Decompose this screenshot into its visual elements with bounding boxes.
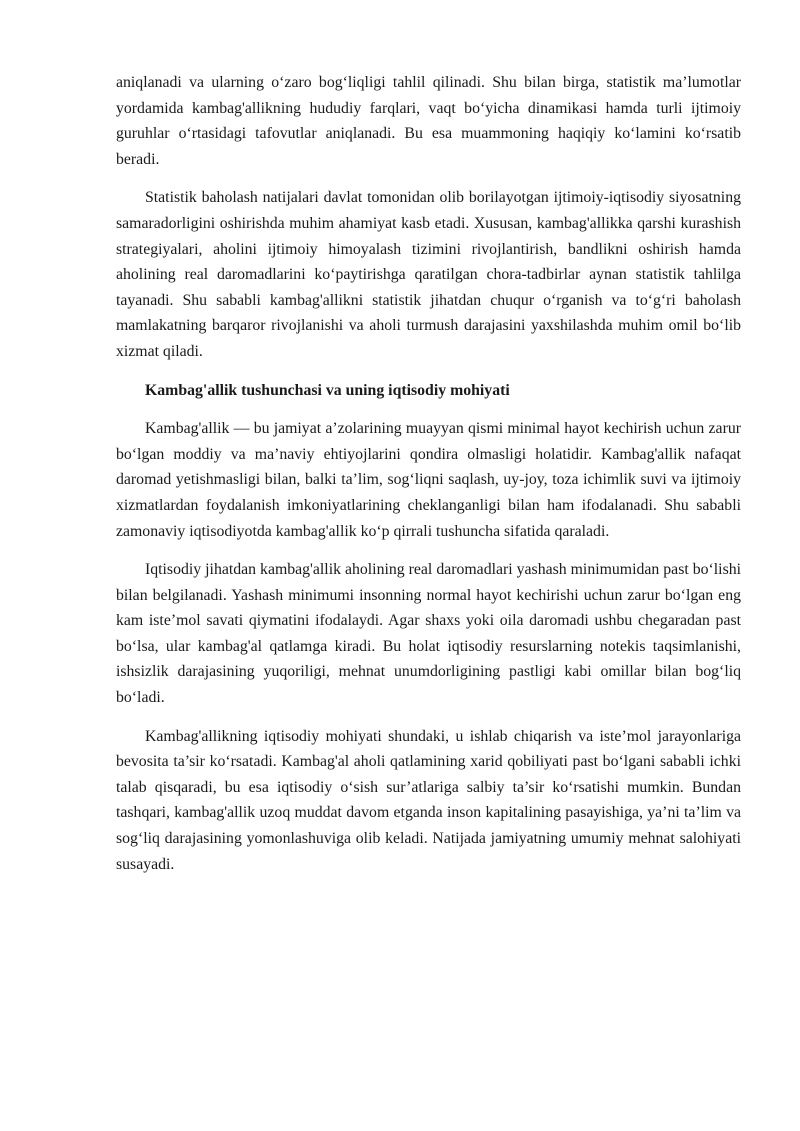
paragraph-statistical-assessment: Statistik baholash natijalari davlat tomonidan olib borilayotgan ijtimoiy-iqtisodiy siyosatning samaradorligini oshirishda muhim ahamiyat kasb etadi. Xususan, kambag'allikka qarshi kurashish strategiyalari, aholini ijtimoiy himoyalash tizimini rivojlantirish, bandlikni oshirish hamda aholining real daromadlarini ko‘paytirishga qaratilgan chora-tadbirlar aynan statistik tahlilga tayanadi. Shu sababli kambag'allikni statistik jihatdan chuqur o‘rganish va to‘g‘ri baholash mamlakatning barqaror rivojlanishi va aholi turmush darajasini yaxshilashda muhim omil bo‘lib xizmat qiladi. [116,189,741,360]
paragraph-economic-essence: Kambag'allikning iqtisodiy mohiyati shundaki, u ishlab chiqarish va iste’mol jarayonlariga bevosita ta’sir ko‘rsatadi. Kambag'al aholi qatlamining xarid qobiliyati past bo‘lgani sababli ichki talab qisqaradi, bu esa iqtisodiy o‘sish sur’atlariga salbiy ta’sir ko‘rsatishi mumkin. Bundan tashqari, kambag'allik uzoq muddat davom etganda inson kapitalining pasayishiga, ya’ni ta’lim va sog‘liq darajasining yomonlashuviga olib keladi. Natijada jamiyatning umumiy mehnat salohiyati susayadi. [116,727,741,873]
section-heading: Kambag'allik tushunchasi va uning iqtisodiy mohiyati [145,381,510,399]
paragraph-continuation: aniqlanadi va ularning o‘zaro bog‘liqligi tahlil qilinadi. Shu bilan birga, statistik ma’lumotlar yordamida kambag'allikning hududiy farqlari, vaqt bo‘yicha dinamikasi hamda turli ijtimoiy guruhlar o‘rtasidagi tafovutlar aniqlanadi. Bu esa muammoning haqiqiy ko‘lamini ko‘rsatib beradi. [116,74,741,168]
paragraph-poverty-definition: Kambag'allik — bu jamiyat a’zolarining muayyan qismi minimal hayot kechirish uchun zarur bo‘lgan moddiy va ma’naviy ehtiyojlarini qondira olmasligi holatidir. Kambag'allik nafaqat daromad yetishmasligi bilan, balki ta’lim, sog‘liqni saqlash, uy-joy, toza ichimlik suvi va ijtimoiy xizmatlardan foydalanish imkoniyatlarining cheklanganligi bilan ham ifodalanadi. Shu sababli zamonaviy iqtisodiyotda kambag'allik ko‘p qirrali tushuncha sifatida qaraladi. [116,420,741,540]
paragraph-economic-aspect: Iqtisodiy jihatdan kambag'allik aholining real daromadlari yashash minimumidan past bo‘lishi bilan belgilanadi. Yashash minimumi insonning normal hayot kechirishi uchun zarur bo‘lgan eng kam iste’mol savati qiymatini ifodalaydi. Agar shaxs yoki oila daromadi ushbu chegaradan past bo‘lsa, ular kambag'al qatlamga kiradi. Bu holat iqtisodiy resurslarning notekis taqsimlanishi, ishsizlik darajasining yuqoriligi, mehnat unumdorligining pastligi kabi omillar bilan bog‘liq bo‘ladi. [116,561,741,707]
document-page [116,70,741,890]
